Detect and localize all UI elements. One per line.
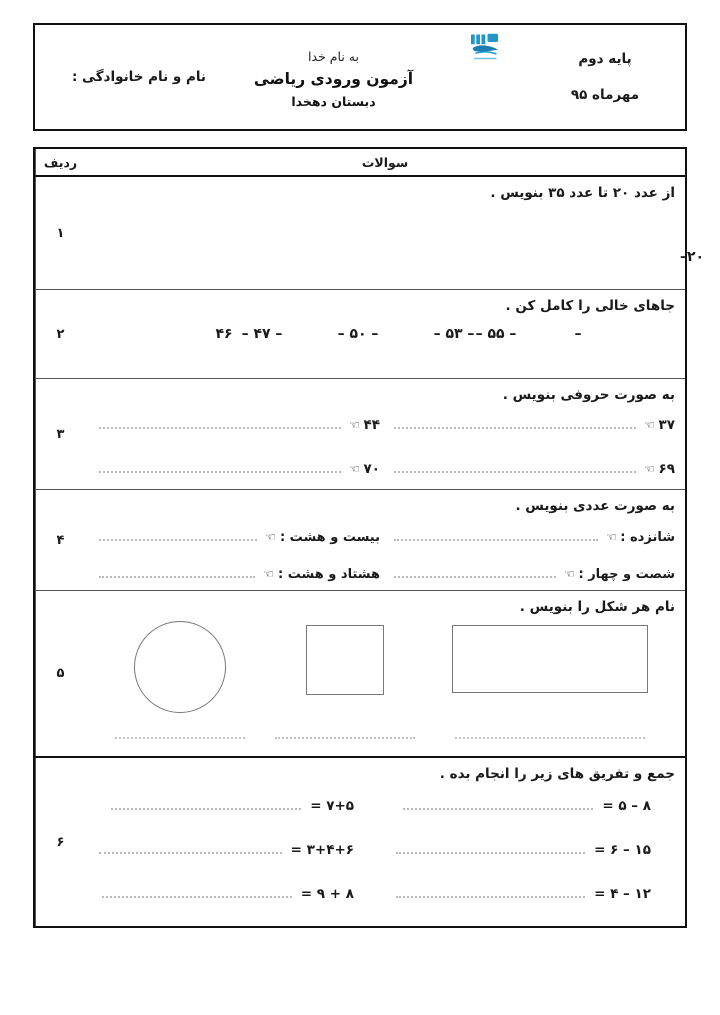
- item-value: ۶۹: [658, 461, 675, 477]
- sequence-item: – ۵۰ –: [337, 326, 379, 342]
- question-6-equations: [95, 798, 675, 902]
- equation-expression: ۸ – ۵ =: [602, 798, 651, 814]
- question-5-body: [85, 591, 685, 756]
- answer-blank[interactable]: [396, 887, 585, 898]
- answer-blank[interactable]: [99, 843, 282, 854]
- table-row: [35, 290, 685, 379]
- question-2-prompt: جاهای خالی را کامل کن .: [505, 298, 675, 314]
- pointer-hand-icon: ☞: [348, 462, 360, 476]
- equation-expression: ۳+۴+۶ =: [290, 842, 354, 858]
- sequence-item: ۴۶: [215, 326, 233, 342]
- item-label: بیست و هشت :: [279, 530, 380, 545]
- sequence-item[interactable]: –: [574, 326, 582, 342]
- answer-blank[interactable]: [394, 530, 598, 541]
- question-6-prompt: جمع و تفریق های زیر را انجام بده .: [439, 766, 675, 782]
- bismillah-text: به نام خدا: [308, 49, 359, 64]
- pointer-hand-icon: ☞: [265, 530, 276, 544]
- number-column-header: ردیف: [35, 149, 85, 175]
- shape-slot-rectangle: [425, 619, 675, 693]
- shape-slot-square: [265, 619, 425, 695]
- answer-blank[interactable]: [396, 843, 585, 854]
- question-4-items: [95, 530, 675, 582]
- answer-blank[interactable]: [102, 887, 292, 898]
- item-value: ۳۷: [658, 417, 675, 433]
- answer-blank[interactable]: [99, 567, 255, 578]
- student-name-label: نام و نام خانوادگی :: [71, 69, 206, 85]
- pointer-hand-icon: ☞: [643, 418, 655, 432]
- question-6-body: [85, 758, 685, 926]
- questions-table: [33, 147, 705, 928]
- school-logo-icon: [468, 33, 504, 63]
- equation-item[interactable]: [95, 798, 378, 814]
- pointer-hand-icon: ☞: [643, 462, 655, 476]
- words-to-number-item[interactable]: [95, 567, 380, 582]
- question-4-prompt: به صورت عددی بنویس .: [515, 498, 675, 514]
- words-to-number-item[interactable]: [390, 567, 675, 582]
- table-row: [35, 591, 685, 758]
- header-left-group: [525, 25, 685, 129]
- table-row: [35, 758, 685, 926]
- item-value: ۷۰: [363, 461, 380, 477]
- exam-header: [33, 23, 687, 131]
- question-2-sequence[interactable]: [95, 326, 675, 342]
- answer-blank[interactable]: [111, 799, 301, 810]
- shape-answer-blank[interactable]: [95, 729, 265, 739]
- number-to-words-item[interactable]: [390, 417, 675, 433]
- words-to-number-item[interactable]: [390, 530, 675, 545]
- item-label: شانزده :: [620, 530, 675, 545]
- grade-label: پایه دوم: [578, 51, 632, 67]
- question-1-body: [85, 177, 705, 289]
- shape-slot-circle: [95, 619, 265, 713]
- equation-expression: ۷+۵ =: [310, 798, 354, 814]
- item-label: شصت و چهار :: [578, 567, 675, 582]
- row-number-1: ۱: [35, 177, 85, 289]
- equation-item[interactable]: [392, 886, 675, 902]
- shape-answer-blank[interactable]: [265, 729, 425, 739]
- table-header-row: [35, 149, 685, 177]
- rectangle-shape-icon: [452, 625, 648, 693]
- question-3-items: [95, 417, 675, 477]
- answer-blank[interactable]: [394, 418, 636, 429]
- item-value: ۴۴: [363, 417, 380, 433]
- question-5-shapes: [95, 619, 675, 719]
- shape-answer-blank[interactable]: [425, 729, 675, 739]
- header-title-group: [220, 25, 447, 129]
- student-name-field[interactable]: [35, 25, 220, 129]
- answer-blank[interactable]: [394, 567, 556, 578]
- question-2-body: [85, 290, 685, 378]
- answer-blank[interactable]: [99, 530, 257, 541]
- question-3-prompt: به صورت حروفی بنویس .: [502, 387, 675, 403]
- table-row: [35, 177, 705, 290]
- equation-item[interactable]: [392, 842, 675, 858]
- row-number-3: ۳: [35, 379, 85, 489]
- sequence-item: – ۵۳ –: [433, 326, 475, 342]
- row-number-5: ۵: [35, 591, 85, 756]
- table-row: [35, 490, 685, 591]
- exam-date-label: مهرماه ۹۵: [570, 87, 640, 103]
- equation-item[interactable]: [95, 842, 378, 858]
- question-3-body: [85, 379, 685, 489]
- sequence-item: – ۵۵ –: [475, 326, 517, 342]
- item-label: هشتاد و هشت :: [278, 567, 380, 582]
- school-logo: [447, 25, 525, 129]
- number-to-words-item[interactable]: [390, 461, 675, 477]
- row-number-4: ۴: [35, 490, 85, 590]
- question-1-prompt: از عدد ۲۰ تا عدد ۳۵ بنویس .: [490, 185, 675, 201]
- exam-title: آزمون ورودی ریاضی: [253, 70, 414, 88]
- number-to-words-item[interactable]: [95, 461, 380, 477]
- question-5-answer-lines: [95, 729, 675, 739]
- equation-item[interactable]: [392, 798, 675, 814]
- equation-expression: ۸ + ۹ =: [300, 886, 354, 902]
- circle-shape-icon: [134, 621, 226, 713]
- pointer-hand-icon: ☞: [348, 418, 360, 432]
- pointer-hand-icon: ☞: [263, 567, 275, 581]
- words-to-number-item[interactable]: [95, 530, 380, 545]
- answer-blank[interactable]: [403, 799, 593, 810]
- table-row: [35, 379, 685, 490]
- school-name: دبستان دهخدا: [291, 94, 376, 109]
- questions-column-header: سوالات: [361, 154, 409, 170]
- answer-blank[interactable]: [394, 462, 636, 473]
- equation-item[interactable]: [95, 886, 378, 902]
- answer-blank[interactable]: [99, 462, 341, 473]
- pointer-hand-icon: ☞: [605, 530, 617, 544]
- row-number-6: ۶: [35, 758, 85, 926]
- answer-blank[interactable]: [99, 418, 341, 429]
- question-5-prompt: نام هر شکل را بنویس .: [519, 599, 675, 615]
- row-number-2: ۲: [35, 290, 85, 378]
- pointer-hand-icon: ☞: [563, 567, 575, 581]
- square-shape-icon: [306, 625, 384, 695]
- equation-expression: ۱۵ – ۶ =: [594, 842, 651, 858]
- question-1-answer-start[interactable]: ۲۰–: [680, 249, 705, 265]
- sequence-item: – ۴۷ –: [241, 326, 283, 342]
- equation-expression: ۱۲ – ۴ =: [594, 886, 651, 902]
- question-4-body: [85, 490, 685, 590]
- number-to-words-item[interactable]: [95, 417, 380, 433]
